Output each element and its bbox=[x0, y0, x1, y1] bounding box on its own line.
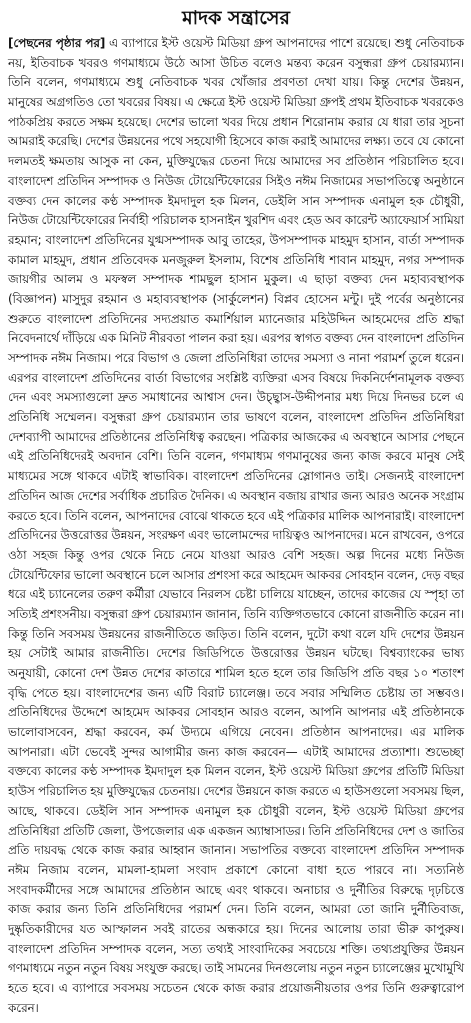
kicker-text: পেছনের পৃষ্ঠার পর bbox=[13, 36, 100, 50]
article-body bbox=[8, 34, 464, 1018]
article-headline: মাদক সন্ত্রাসের bbox=[182, 7, 290, 29]
article-body-text: এ ব্যাপারে ইস্ট ওয়েস্ট মিডিয়া গ্রুপ আপনাদের পাশে রয়েছে। শুধু নেতিবাচক নয়, ইতিবাচক খবরও গণমাধ্যমে উঠে আসা উচিত বলেও মন্তব্য করেন বসুন্ধরা গ্রুপ চেয়ারম্যান। তিনি বলেন, গণমাধ্যমে শুধু নেতিবাচক খবর খোঁজার প্রবণতা দেখা যায়। কিন্তু দেশের উন্নয়ন, মানুষের অগ্রগতিও তো খবরের বিষয়। এ ক্ষেত্রে ইস্ট ওয়েস্ট মিডিয়া গ্রুপই প্রথম ইতিবাচক খবরকেও পাঠকপ্রিয় করতে সক্ষম হয়েছে। দেশের ভালো খবর দিয়ে প্রধান শিরোনাম করার যে ধারা তার সূচনা আমরাই করেছি। দেশের উন্নয়নের পথে সহযোগী হিসেবে কাজ করাই আমাদের লক্ষ্য। তবে যে কোনো দলমতই ক্ষমতায় আসুক না কেন, মুক্তিযুদ্ধের চেতনা দিয়ে আমাদের সব প্রতিষ্ঠান পরিচালিত হবে। বাংলাদেশ প্রতিদিন সম্পাদক ও নিউজ টোয়েন্টিফোরের সিইও নঈম নিজামের সভাপতিত্বে অনুষ্ঠানে বক্তব্য দেন কালের কণ্ঠ সম্পাদক ইমদাদুল হক মিলন, ডেইলি সান সম্পাদক এনামুল হক চৌধুরী, নিউজ টোয়েন্টিফোরের নির্বাহী পরিচালক হাসনাইন খুরশিদ এবং হেড অব কারেন্ট অ্যাফেয়ার্স সামিয়া রহমান; বাংলাদেশ প্রতিদিনের যুগ্মসম্পাদক আবু তাহের, উপসম্পাদক মাহমুদ হাসান, বার্তা সম্পাদক কামাল মাহমুদ, প্রধান প্রতিবেদক মনজুরুল ইসলাম, বিশেষ প্রতিনিধি শাবান মাহমুদ, নগর সম্পাদক জায়গীর আলম ও মফস্বল সম্পাদক শামছুল হাসান মুকুল। এ ছাড়া বক্তব্য দেন মহাব্যবস্থাপক (বিজ্ঞাপন) মাসুদুর রহমান ও মহাব্যবস্থাপক (সার্কুলেশন) বিপ্লব হোসেন মন্টু। দুই পর্বের অনুষ্ঠানের শুরুতে বাংলাদেশ প্রতিদিনের সদ্যপ্রয়াত কমার্শিয়াল ম্যানেজার মহিউদ্দিন আহমেদের প্রতি শ্রদ্ধা নিবেদনার্থে দাঁড়িয়ে এক মিনিট নীরবতা পালন করা হয়। এরপর স্বাগত বক্তব্য দেন বাংলাদেশ প্রতিদিন সম্পাদক নঈম নিজাম। পরে বিভাগ ও জেলা প্রতিনিধিরা তাদের সমস্যা ও নানা পরামর্শ তুলে ধরেন। এরপর বাংলাদেশ প্রতিদিনের বার্তা বিভাগের সংশ্লিষ্ট ব্যক্তিরা এসব বিষয়ে দিকনির্দেশনামূলক বক্তব্য দেন এবং সমস্যাগুলো দ্রুত সমাধানের আশ্বাস দেন। উচ্ছ্বাস-উদ্দীপনার মধ্য দিয়ে দিনভর চলে এ প্রতিনিধি সম্মেলন। বসুন্ধরা গ্রুপ চেয়ারম্যান তার ভাষণে বলেন, বাংলাদেশ প্রতিদিন প্রতিনিধিরা দেশব্যাপী আমাদের প্রতিষ্ঠানের প্রতিনিধিত্ব করছেন। পত্রিকার আজকের এ অবস্থানে আসার পেছনে এই প্রতিনিধিদেরই অবদান বেশি। তিনি বলেন, গণমাধ্যম গণমানুষের জন্য কাজ করবে মানুষ সেই মাধ্যমের সঙ্গে থাকবে এটাই স্বাভাবিক। বাংলাদেশ প্রতিদিনের স্লোগানও তাই। সেজন্যই বাংলাদেশ প্রতিদিন আজ দেশের সর্বাধিক প্রচারিত দৈনিক। এ অবস্থান বজায় রাখার জন্য আরও অনেক সংগ্রাম করতে হবে। তিনি বলেন, আপনাদের বোঝে থাকতে হবে এই পত্রিকার মালিক আপনারাই। বাংলাদেশ প্রতিদিনের উত্তরোত্তর উন্নয়ন, সংরক্ষণ এবং ভালোমন্দের দায়িত্বও আপনাদের। মনে রাখবেন, ওপরে ওঠা সহজ কিন্তু ওপর থেকে নিচে নেমে যাওয়া আরও বেশি সহজ। অল্প দিনের মধ্যে নিউজ টোয়েন্টিফোর ভালো অবস্থানে চলে আসার প্রশংসা করে আহমেদ আকবর সোবহান বলেন, দেড় বছর ধরে এই চ্যানেলের তরুণ কর্মীরা যেভাবে নিরলস চেষ্টা চালিয়ে যাচ্ছেন, তাদের কাজের যে স্পৃহা তা সত্যিই প্রশংসনীয়। বসুন্ধরা গ্রুপ চেয়ারম্যান জানান, তিনি ব্যক্তিগতভাবে কোনো রাজনীতি করেন না। কিন্তু তিনি সবসময় উন্নয়নের রাজনীতিতে জড়িত। তিনি বলেন, দুটো কথা বলে যদি দেশের উন্নয়ন হয় সেটাই আমার রাজনীতি। দেশের জিডিপিতে উত্তরোত্তর উন্নয়ন ঘটছে। বিশ্বব্যাংকের ভাষ্য অনুযায়ী, কোনো দেশ উন্নত দেশের কাতারে শামিল হতে হলে তার জিডিপি প্রতি বছর ১০ শতাংশ বৃদ্ধি পেতে হয়। বাংলাদেশের জন্য এটি বিরাট চ্যালেঞ্জ। তবে সবার সম্মিলিত চেষ্টায় তা সম্ভবও। প্রতিনিধিদের উদ্দেশে আহমেদ আকবর সোবহান আরও বলেন, আপনি আপনার এই প্রতিষ্ঠানকে ভালোবাসবেন, শ্রদ্ধা করবেন, কর্ম উদ্যমে এগিয়ে নেবেন। প্রতিষ্ঠান আপনাদের। এর মালিক আপনারা। এটা ভেবেই সুন্দর আগামীর জন্য কাজ করবেন— এটাই আমাদের প্রত্যাশা। শুভেচ্ছা বক্তব্যে কালের কণ্ঠ সম্পাদক ইমদাদুল হক মিলন বলেন, ইস্ট ওয়েস্ট মিডিয়া গ্রুপের প্রতিটি মিডিয়া হাউস পরিচালিত হয় মুক্তিযুদ্ধের চেতনায়। দেশের উন্নয়নে কাজ করতে এ হাউসগুলো সবসময় ছিল, আছে, থাকবে। ডেইলি সান সম্পাদক এনামুল হক চৌধুরী বলেন, ইস্ট ওয়েস্ট মিডিয়া গ্রুপের প্রতিনিধিরা প্রতিটি জেলা, উপজেলার এক একজন অ্যাম্বাসাডর। তিনি প্রতিনিধিদের দেশ ও জাতির প্রতি দায়বদ্ধ থেকে কাজ করার আহ্বান জানান। সভাপতির বক্তব্যে বাংলাদেশ প্রতিদিন সম্পাদক নঈম নিজাম বলেন, মামলা-হামলা সংবাদ প্রকাশে কোনো বাধা হতে পারবে না। সত্যনিষ্ঠ সংবাদকর্মীদের সঙ্গে আমাদের প্রতিষ্ঠান আছে এবং থাকবে। অনাচার ও দুর্নীতির বিরুদ্ধে দৃঢ়চিত্তে কাজ করার জন্য তিনি প্রতিনিধিদের পরামর্শ দেন। তিনি বলেন, আমরা তো জানি দুর্নীতিবাজ, দুষ্কৃতিকারীদের যত আস্ফালন সবই রাতের অন্ধকারে হয়। দিনের আলোয় তারা ভীরু কাপুরুষ। বাংলাদেশ প্রতিদিন সম্পাদক বলেন, সত্য তথ্যই সাংবাদিকের সবচেয়ে শক্তি। তথ্যপ্রযুক্তির উন্নয়ন গণমাধ্যমে নতুন নতুন বিষয় সংযুক্ত করছে। তাই সামনের দিনগুলোয় নতুন নতুন চ্যালেঞ্জের মুখোমুখি হতে হবে। এ ব্যাপারে সবসময় সচেতন থেকে কাজ করার প্রয়োজনীয়তার ওপর তিনি গুরুত্বারোপ করেন। bbox=[8, 36, 464, 1015]
continuation-kicker bbox=[8, 36, 105, 50]
kicker-bracket-open: [ bbox=[8, 36, 14, 50]
kicker-bracket-close: ] bbox=[99, 36, 106, 50]
